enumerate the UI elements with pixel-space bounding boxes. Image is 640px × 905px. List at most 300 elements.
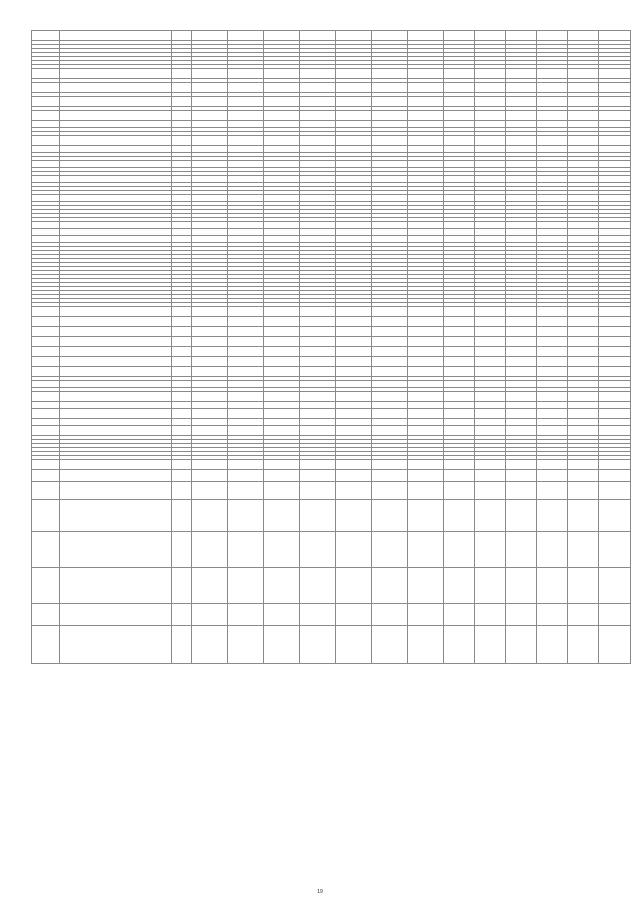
- value-cell: [372, 327, 408, 337]
- value-cell: [264, 161, 300, 168]
- value-cell: [228, 69, 264, 79]
- row-description-cell: [60, 327, 172, 337]
- table-row: [32, 367, 631, 377]
- value-cell: [568, 402, 599, 409]
- value-cell: [300, 136, 336, 146]
- value-cell: [300, 317, 336, 327]
- value-cell: [537, 337, 568, 347]
- value-cell: [228, 426, 264, 436]
- value-cell: [192, 83, 228, 93]
- value-cell: [264, 229, 300, 236]
- value-cell: [475, 409, 506, 419]
- value-cell: [336, 229, 372, 236]
- value-cell: [372, 409, 408, 419]
- value-cell: [264, 83, 300, 93]
- value-cell: [599, 392, 631, 402]
- value-cell: [336, 392, 372, 402]
- value-cell: [599, 136, 631, 146]
- value-cell: [568, 176, 599, 183]
- value-cell: [599, 111, 631, 121]
- value-cell: [372, 97, 408, 107]
- table-row: [32, 337, 631, 347]
- value-cell: [192, 568, 228, 604]
- value-cell: [599, 604, 631, 626]
- value-cell: [537, 419, 568, 426]
- row-index-cell: [32, 161, 60, 168]
- value-cell: [192, 97, 228, 107]
- value-cell: [568, 568, 599, 604]
- value-cell: [192, 347, 228, 357]
- row-index-cell: [32, 626, 60, 664]
- row-index-cell: [32, 604, 60, 626]
- row-description-cell: [60, 482, 172, 500]
- table-row: [32, 327, 631, 337]
- value-cell: [506, 500, 537, 532]
- value-cell: [264, 337, 300, 347]
- value-cell: [192, 307, 228, 317]
- table-row: [32, 229, 631, 236]
- row-index-cell: [32, 31, 60, 41]
- value-cell: [192, 111, 228, 121]
- value-cell: [506, 222, 537, 229]
- value-cell: [444, 195, 475, 202]
- value-cell: [537, 317, 568, 327]
- row-description-cell: [60, 222, 172, 229]
- row-unit-cell: [172, 236, 192, 243]
- value-cell: [264, 604, 300, 626]
- value-cell: [228, 317, 264, 327]
- value-cell: [228, 146, 264, 153]
- table-row: [32, 176, 631, 183]
- value-cell: [599, 236, 631, 243]
- value-cell: [475, 626, 506, 664]
- row-unit-cell: [172, 136, 192, 146]
- value-cell: [192, 121, 228, 128]
- value-cell: [228, 161, 264, 168]
- value-cell: [372, 419, 408, 426]
- value-cell: [475, 327, 506, 337]
- row-index-cell: [32, 470, 60, 482]
- value-cell: [444, 229, 475, 236]
- value-cell: [599, 626, 631, 664]
- value-cell: [506, 568, 537, 604]
- value-cell: [228, 402, 264, 409]
- value-cell: [537, 568, 568, 604]
- value-cell: [475, 337, 506, 347]
- value-cell: [372, 367, 408, 377]
- value-cell: [568, 146, 599, 153]
- value-cell: [506, 460, 537, 470]
- value-cell: [336, 568, 372, 604]
- value-cell: [336, 409, 372, 419]
- value-cell: [192, 357, 228, 367]
- row-description-cell: [60, 402, 172, 409]
- value-cell: [192, 482, 228, 500]
- value-cell: [599, 69, 631, 79]
- value-cell: [408, 419, 444, 426]
- value-cell: [475, 146, 506, 153]
- value-cell: [506, 236, 537, 243]
- value-cell: [228, 337, 264, 347]
- value-cell: [506, 161, 537, 168]
- table-row: [32, 121, 631, 128]
- value-cell: [568, 111, 599, 121]
- value-cell: [408, 532, 444, 568]
- value-cell: [408, 195, 444, 202]
- value-cell: [372, 69, 408, 79]
- value-cell: [300, 31, 336, 41]
- row-unit-cell: [172, 482, 192, 500]
- value-cell: [372, 229, 408, 236]
- value-cell: [408, 97, 444, 107]
- value-cell: [336, 426, 372, 436]
- value-cell: [537, 176, 568, 183]
- value-cell: [408, 470, 444, 482]
- value-cell: [568, 69, 599, 79]
- value-cell: [336, 626, 372, 664]
- row-unit-cell: [172, 97, 192, 107]
- row-description-cell: [60, 146, 172, 153]
- value-cell: [537, 626, 568, 664]
- value-cell: [372, 83, 408, 93]
- row-description-cell: [60, 121, 172, 128]
- value-cell: [192, 337, 228, 347]
- row-description-cell: [60, 347, 172, 357]
- value-cell: [537, 307, 568, 317]
- row-description-cell: [60, 500, 172, 532]
- table-row: [32, 482, 631, 500]
- value-cell: [228, 500, 264, 532]
- value-cell: [372, 195, 408, 202]
- row-unit-cell: [172, 347, 192, 357]
- value-cell: [568, 97, 599, 107]
- value-cell: [264, 236, 300, 243]
- value-cell: [599, 409, 631, 419]
- value-cell: [568, 136, 599, 146]
- value-cell: [475, 317, 506, 327]
- value-cell: [506, 97, 537, 107]
- row-unit-cell: [172, 111, 192, 121]
- value-cell: [506, 337, 537, 347]
- value-cell: [537, 31, 568, 41]
- row-unit-cell: [172, 532, 192, 568]
- value-cell: [264, 307, 300, 317]
- row-index-cell: [32, 409, 60, 419]
- value-cell: [599, 97, 631, 107]
- value-cell: [444, 626, 475, 664]
- value-cell: [408, 500, 444, 532]
- row-index-cell: [32, 337, 60, 347]
- row-unit-cell: [172, 307, 192, 317]
- row-description-cell: [60, 392, 172, 402]
- value-cell: [475, 402, 506, 409]
- value-cell: [444, 460, 475, 470]
- value-cell: [192, 327, 228, 337]
- value-cell: [372, 532, 408, 568]
- value-cell: [475, 222, 506, 229]
- value-cell: [599, 195, 631, 202]
- value-cell: [537, 83, 568, 93]
- row-unit-cell: [172, 146, 192, 153]
- value-cell: [408, 222, 444, 229]
- row-description-cell: [60, 604, 172, 626]
- row-unit-cell: [172, 409, 192, 419]
- value-cell: [444, 357, 475, 367]
- value-cell: [264, 482, 300, 500]
- value-cell: [264, 121, 300, 128]
- value-cell: [475, 392, 506, 402]
- value-cell: [568, 409, 599, 419]
- row-index-cell: [32, 568, 60, 604]
- row-index-cell: [32, 392, 60, 402]
- value-cell: [475, 31, 506, 41]
- row-index-cell: [32, 419, 60, 426]
- value-cell: [444, 402, 475, 409]
- value-cell: [300, 222, 336, 229]
- value-cell: [475, 97, 506, 107]
- value-cell: [192, 222, 228, 229]
- row-unit-cell: [172, 426, 192, 436]
- value-cell: [408, 392, 444, 402]
- value-cell: [300, 337, 336, 347]
- row-index-cell: [32, 357, 60, 367]
- value-cell: [444, 426, 475, 436]
- value-cell: [506, 482, 537, 500]
- value-cell: [506, 111, 537, 121]
- value-cell: [408, 337, 444, 347]
- value-cell: [537, 327, 568, 337]
- value-cell: [228, 327, 264, 337]
- value-cell: [372, 460, 408, 470]
- value-cell: [506, 402, 537, 409]
- value-cell: [568, 482, 599, 500]
- row-unit-cell: [172, 83, 192, 93]
- table-row: [32, 357, 631, 367]
- value-cell: [336, 604, 372, 626]
- value-cell: [506, 83, 537, 93]
- value-cell: [444, 409, 475, 419]
- value-cell: [264, 136, 300, 146]
- value-cell: [264, 381, 300, 388]
- value-cell: [506, 69, 537, 79]
- value-cell: [444, 604, 475, 626]
- row-index-cell: [32, 229, 60, 236]
- value-cell: [192, 532, 228, 568]
- row-description-cell: [60, 307, 172, 317]
- row-index-cell: [32, 317, 60, 327]
- value-cell: [444, 111, 475, 121]
- value-cell: [599, 31, 631, 41]
- table-row: [32, 97, 631, 107]
- value-cell: [300, 111, 336, 121]
- row-description-cell: [60, 409, 172, 419]
- table-row: [32, 111, 631, 121]
- row-unit-cell: [172, 419, 192, 426]
- row-unit-cell: [172, 392, 192, 402]
- value-cell: [192, 161, 228, 168]
- value-cell: [300, 69, 336, 79]
- value-cell: [568, 317, 599, 327]
- value-cell: [264, 426, 300, 436]
- value-cell: [264, 146, 300, 153]
- value-cell: [537, 426, 568, 436]
- value-cell: [300, 626, 336, 664]
- value-cell: [444, 482, 475, 500]
- value-cell: [506, 392, 537, 402]
- value-cell: [336, 146, 372, 153]
- value-cell: [475, 195, 506, 202]
- value-cell: [264, 532, 300, 568]
- value-cell: [264, 317, 300, 327]
- row-unit-cell: [172, 367, 192, 377]
- value-cell: [408, 426, 444, 436]
- value-cell: [192, 626, 228, 664]
- value-cell: [336, 317, 372, 327]
- value-cell: [336, 121, 372, 128]
- value-cell: [336, 31, 372, 41]
- value-cell: [264, 500, 300, 532]
- value-cell: [300, 236, 336, 243]
- value-cell: [192, 229, 228, 236]
- value-cell: [537, 236, 568, 243]
- value-cell: [300, 347, 336, 357]
- table-row: [32, 307, 631, 317]
- value-cell: [475, 426, 506, 436]
- value-cell: [537, 195, 568, 202]
- value-cell: [192, 604, 228, 626]
- row-unit-cell: [172, 121, 192, 128]
- table-row: [32, 69, 631, 79]
- value-cell: [408, 83, 444, 93]
- row-description-cell: [60, 97, 172, 107]
- table-row: [32, 500, 631, 532]
- value-cell: [192, 402, 228, 409]
- value-cell: [408, 482, 444, 500]
- value-cell: [444, 532, 475, 568]
- value-cell: [192, 136, 228, 146]
- value-cell: [444, 97, 475, 107]
- value-cell: [568, 367, 599, 377]
- value-cell: [372, 161, 408, 168]
- value-cell: [568, 222, 599, 229]
- value-cell: [300, 409, 336, 419]
- row-unit-cell: [172, 222, 192, 229]
- value-cell: [300, 97, 336, 107]
- row-index-cell: [32, 500, 60, 532]
- row-description-cell: [60, 626, 172, 664]
- row-index-cell: [32, 195, 60, 202]
- value-cell: [568, 419, 599, 426]
- value-cell: [336, 500, 372, 532]
- value-cell: [372, 31, 408, 41]
- value-cell: [475, 347, 506, 357]
- value-cell: [192, 176, 228, 183]
- value-cell: [264, 195, 300, 202]
- value-cell: [506, 347, 537, 357]
- value-cell: [228, 470, 264, 482]
- table-row: [32, 460, 631, 470]
- row-unit-cell: [172, 402, 192, 409]
- value-cell: [568, 470, 599, 482]
- value-cell: [408, 236, 444, 243]
- table-row: [32, 392, 631, 402]
- value-cell: [444, 222, 475, 229]
- row-unit-cell: [172, 69, 192, 79]
- value-cell: [372, 402, 408, 409]
- value-cell: [444, 121, 475, 128]
- value-cell: [408, 460, 444, 470]
- row-index-cell: [32, 381, 60, 388]
- row-index-cell: [32, 532, 60, 568]
- value-cell: [300, 357, 336, 367]
- value-cell: [264, 31, 300, 41]
- value-cell: [599, 357, 631, 367]
- value-cell: [264, 222, 300, 229]
- value-cell: [408, 367, 444, 377]
- value-cell: [336, 222, 372, 229]
- value-cell: [300, 402, 336, 409]
- row-description-cell: [60, 426, 172, 436]
- value-cell: [568, 357, 599, 367]
- value-cell: [506, 470, 537, 482]
- value-cell: [444, 307, 475, 317]
- row-index-cell: [32, 482, 60, 500]
- value-cell: [228, 97, 264, 107]
- value-cell: [444, 327, 475, 337]
- value-cell: [408, 146, 444, 153]
- row-description-cell: [60, 83, 172, 93]
- value-cell: [537, 69, 568, 79]
- value-cell: [599, 176, 631, 183]
- value-cell: [537, 381, 568, 388]
- value-cell: [300, 161, 336, 168]
- value-cell: [228, 367, 264, 377]
- value-cell: [372, 136, 408, 146]
- table-row: [32, 347, 631, 357]
- value-cell: [537, 97, 568, 107]
- row-index-cell: [32, 111, 60, 121]
- table-row: [32, 83, 631, 93]
- row-description-cell: [60, 176, 172, 183]
- value-cell: [599, 222, 631, 229]
- value-cell: [506, 426, 537, 436]
- value-cell: [408, 307, 444, 317]
- value-cell: [372, 568, 408, 604]
- value-cell: [599, 367, 631, 377]
- value-cell: [192, 381, 228, 388]
- value-cell: [300, 121, 336, 128]
- value-cell: [372, 222, 408, 229]
- row-description-cell: [60, 381, 172, 388]
- value-cell: [372, 626, 408, 664]
- value-cell: [336, 337, 372, 347]
- row-index-cell: [32, 460, 60, 470]
- value-cell: [475, 83, 506, 93]
- value-cell: [372, 317, 408, 327]
- row-description-cell: [60, 69, 172, 79]
- value-cell: [506, 327, 537, 337]
- row-unit-cell: [172, 357, 192, 367]
- value-cell: [300, 229, 336, 236]
- row-index-cell: [32, 97, 60, 107]
- row-index-cell: [32, 347, 60, 357]
- value-cell: [568, 83, 599, 93]
- value-cell: [599, 83, 631, 93]
- row-unit-cell: [172, 195, 192, 202]
- value-cell: [537, 470, 568, 482]
- value-cell: [568, 121, 599, 128]
- row-description-cell: [60, 532, 172, 568]
